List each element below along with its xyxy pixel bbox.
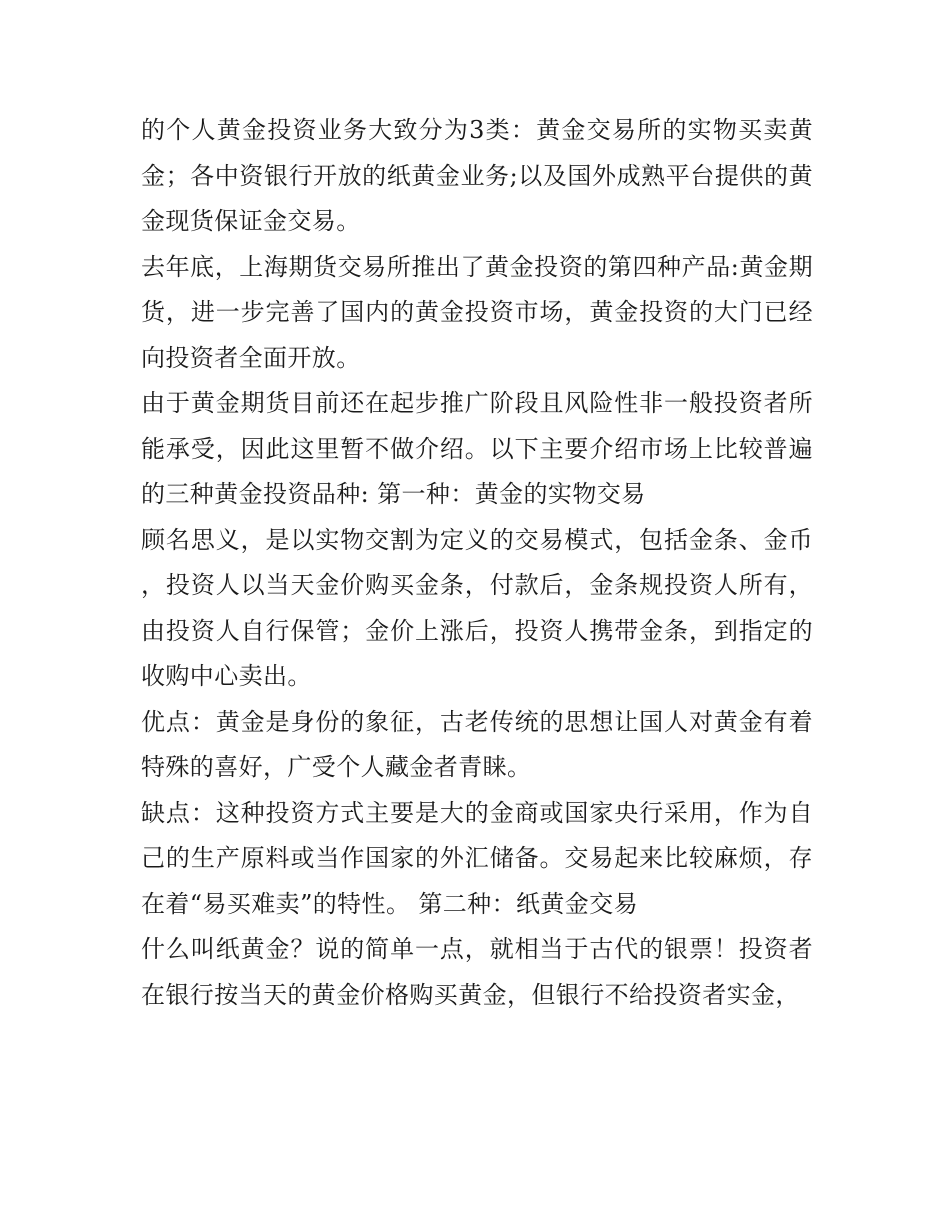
paragraph-advantages: 优点：黄金是身份的象征，古老传统的思想让国人对黄金有着特殊的喜好，广受个人藏金者青睐。 (141, 707, 813, 781)
paragraph-physical-gold-trading: 顾名思义，是以实物交割为定义的交易模式，包括金条、金币，投资人以当天金价购买金条，付款后，金条规投资人所有，由投资人自行保管；金价上涨后，投资人携带金条，到指定的收购中心卖出。 (141, 525, 813, 690)
paragraph-disadvantages: 缺点：这种投资方式主要是大的金商或国家央行采用，作为自己的生产原料或当作国家的外汇储备。交易起来比较麻烦，存在着“易买难卖”的特性。 第二种：纸黄金交易 (141, 798, 813, 918)
document-body (141, 108, 813, 1018)
paragraph-paper-gold-definition: 什么叫纸黄金？说的简单一点，就相当于古代的银票！投资者在银行按当天的黄金价格购买黄金，但银行不给投资者实金， (141, 935, 813, 1009)
paragraph-three-investment-types: 由于黄金期货目前还在起步推广阶段且风险性非一般投资者所能承受，因此这里暂不做介绍。以下主要介绍市场上比较普遍的三种黄金投资品种: 第一种：黄金的实物交易 (141, 389, 813, 508)
paragraph-gold-investment-categories: 的个人黄金投资业务大致分为3类：黄金交易所的实物买卖黄金；各中资银行开放的纸黄金业务;以及国外成熟平台提供的黄金现货保证金交易。 (141, 116, 813, 235)
paragraph-gold-futures-launch: 去年底，上海期货交易所推出了黄金投资的第四种产品:黄金期货，进一步完善了国内的黄金投资市场，黄金投资的大门已经向投资者全面开放。 (141, 252, 813, 372)
